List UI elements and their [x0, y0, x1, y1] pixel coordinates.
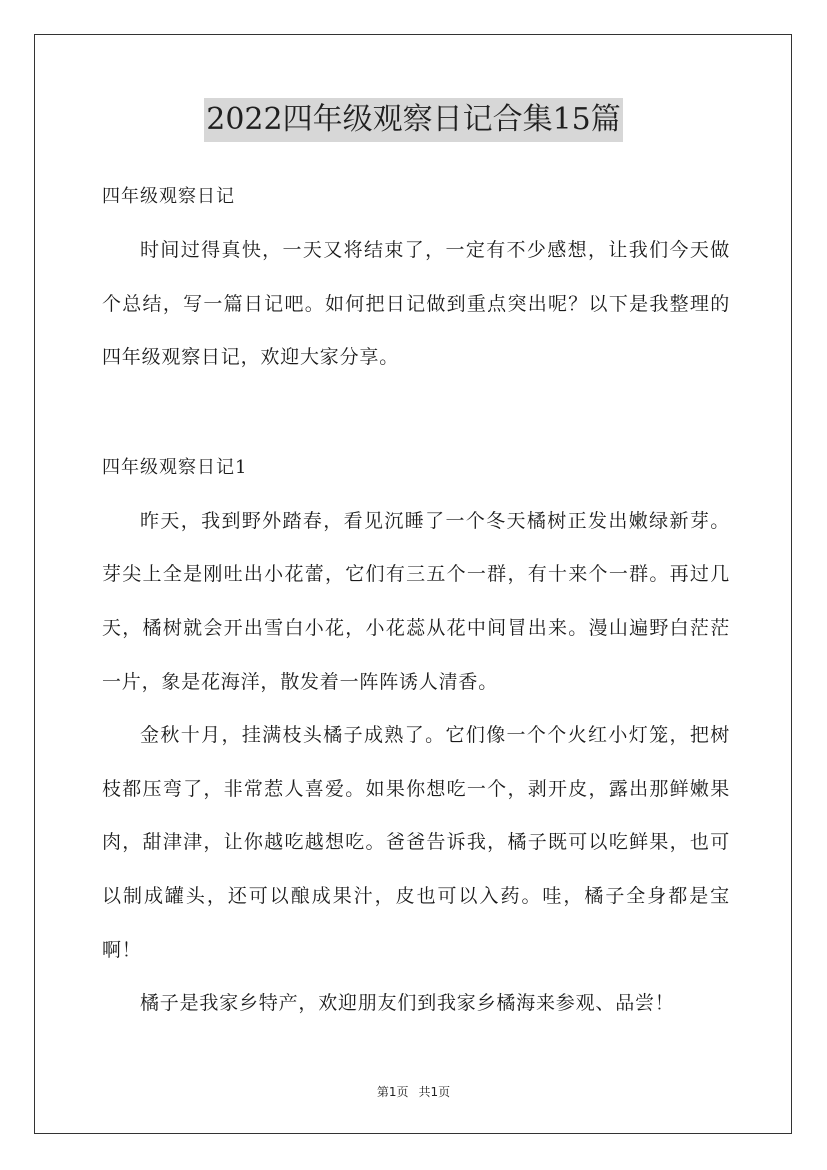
document-title: 2022四年级观察日记合集15篇 — [204, 98, 623, 142]
intro-heading: 四年级观察日记 — [102, 186, 235, 207]
section1-paragraph-3: 橘子是我家乡特产，欢迎朋友们到我家乡橘海来参观、品尝！ — [140, 992, 675, 1015]
section1-heading: 四年级观察日记1 — [102, 456, 248, 478]
section1-paragraph-2: 金秋十月，挂满枝头橘子成熟了。它们像一个个火红小灯笼，把树枝都压弯了，非常惹人喜爱。如果你想吃一个，剥开皮，露出那鲜嫩果肉，甜津津，让你越吃越想吃。爸爸告诉我，橘子既可以吃鲜果，也可以制成罐头，还可以酿成果汁，皮也可以入药。哇，橘子全身都是宝啊！ — [102, 724, 730, 961]
page-footer — [0, 1083, 827, 1101]
page-total: 共1页 — [418, 1085, 451, 1099]
page-number: 第1页 — [376, 1085, 409, 1099]
title-container — [0, 98, 827, 142]
intro-paragraph: 时间过得真快，一天又将结束了，一定有不少感想，让我们今天做个总结，写一篇日记吧。如何把日记做到重点突出呢？以下是我整理的四年级观察日记，欢迎大家分享。 — [102, 239, 730, 369]
section-spacer — [102, 385, 730, 441]
document-body — [102, 170, 730, 1031]
section1-paragraph-1: 昨天，我到野外踏春，看见沉睡了一个冬天橘树正发出嫩绿新芽。芽尖上全是刚吐出小花蕾，它们有三五个一群，有十来个一群。再过几天，橘树就会开出雪白小花，小花蕊从花中间冒出来。漫山遍野白茫茫一片，象是花海洋，散发着一阵阵诱人清香。 — [102, 509, 730, 693]
